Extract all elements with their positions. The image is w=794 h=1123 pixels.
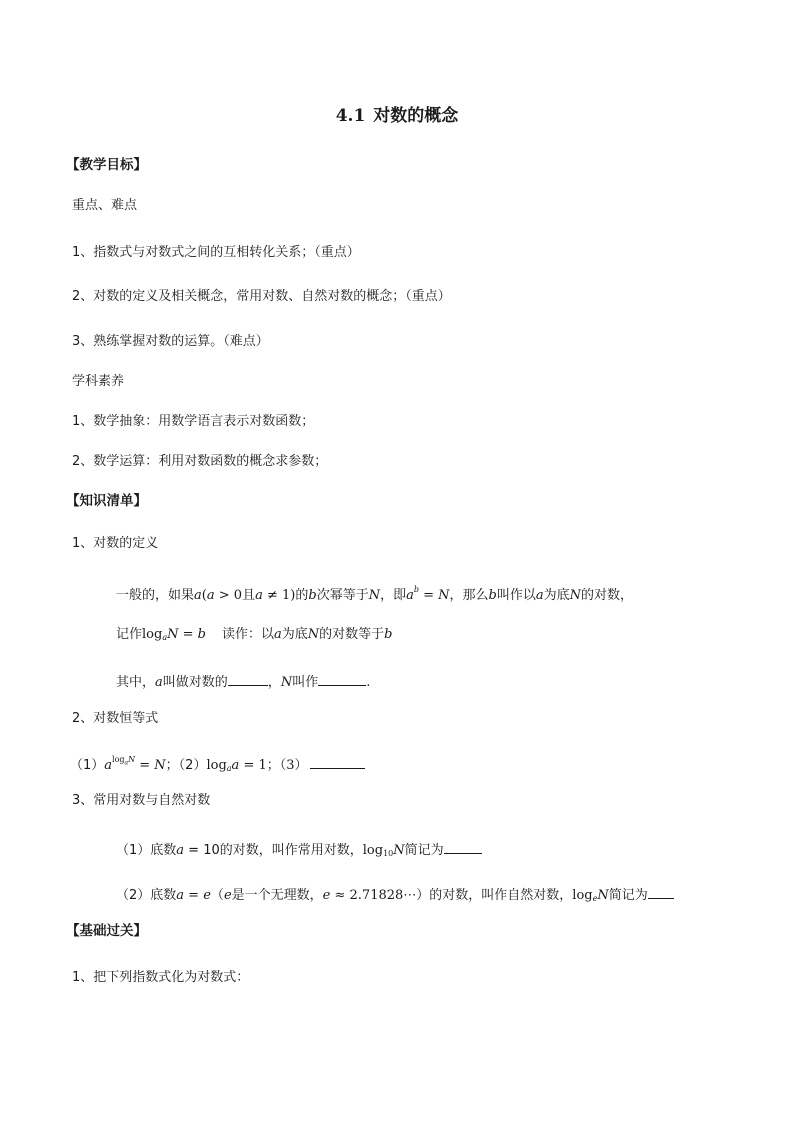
section-heading-knowledge: 【知识清单】 — [66, 493, 147, 509]
definition-fill-blank — [116, 672, 370, 692]
title-number: 4.1 — [335, 106, 366, 126]
math-var: b — [488, 588, 497, 603]
math-var: a — [176, 843, 185, 858]
def-text: 为底 — [543, 588, 570, 603]
math-var: b — [308, 588, 317, 603]
fill-text: . — [366, 675, 371, 690]
def-text: 一般的，如果 — [116, 588, 195, 603]
math-var: N — [128, 755, 136, 764]
logarithm-identities — [70, 751, 365, 778]
math-var: N — [154, 758, 166, 773]
answer-blank[interactable] — [648, 885, 674, 899]
section-heading-objectives: 【教学目标】 — [66, 157, 147, 173]
math-var: e — [203, 888, 211, 903]
math-var: e — [223, 888, 232, 903]
literacy-item-1: 1、数学抽象：用数学语言表示对数函数； — [72, 414, 315, 429]
math-var: e — [322, 888, 331, 903]
section-heading-basics: 【基础过关】 — [66, 923, 147, 939]
math-sym: = 1；（3） — [239, 758, 308, 773]
math-var: a — [194, 588, 202, 603]
math-sym: = — [135, 758, 155, 773]
title-text: 对数的概念 — [373, 106, 459, 126]
math-var: N — [597, 888, 609, 903]
page-title — [0, 105, 794, 127]
log-operator: log — [362, 843, 384, 858]
fill-text: ， — [267, 675, 281, 690]
math-sym: > 0 — [214, 588, 243, 603]
basics-item-1: 1、把下列指数式化为对数式： — [72, 970, 250, 985]
def-text: ，那么 — [449, 588, 489, 603]
natural-log-text: （2）底数 — [116, 888, 177, 903]
math-var: N — [280, 675, 293, 690]
math-var: a — [535, 588, 544, 603]
natural-logarithm — [116, 885, 674, 908]
math-var: a — [206, 588, 215, 603]
answer-blank[interactable] — [310, 755, 365, 769]
answer-blank[interactable] — [318, 672, 366, 686]
knowledge-item-3-heading: 3、常用对数与自然对数 — [72, 793, 211, 808]
log-base: e — [592, 894, 598, 903]
math-var: b — [384, 627, 393, 642]
key-item-2: 2、对数的定义及相关概念，常用对数、自然对数的概念；（重点） — [72, 289, 451, 304]
answer-blank[interactable] — [444, 840, 482, 854]
math-var: a — [155, 675, 163, 690]
key-item-1: 1、指数式与对数式之间的互相转化关系；（重点） — [72, 245, 360, 260]
logarithm-notation — [116, 626, 393, 647]
log-operator: log — [572, 888, 593, 903]
math-var: N — [307, 627, 320, 642]
notation-text: 的对数等于 — [319, 627, 385, 642]
common-logarithm — [116, 840, 482, 863]
notation-text: 为底 — [281, 627, 308, 642]
identity-text: ；（2） — [165, 758, 207, 773]
knowledge-item-1-heading: 1、对数的定义 — [72, 536, 159, 551]
math-var: a — [406, 588, 414, 603]
math-var: N — [569, 588, 582, 603]
log-base: a — [162, 633, 168, 642]
identity-text: （1） — [70, 758, 105, 773]
math-var: a — [231, 758, 240, 773]
log-base: a — [226, 764, 232, 773]
log-base: 10 — [383, 849, 394, 858]
natural-log-text: 是一个无理数， — [231, 888, 323, 903]
math-sym: ( — [201, 588, 207, 603]
answer-blank[interactable] — [228, 672, 268, 686]
common-log-text: = 10的对数，叫作常用对数， — [184, 843, 363, 858]
math-var: a — [255, 588, 263, 603]
math-var: N — [393, 843, 405, 858]
def-text: ，即 — [380, 588, 407, 603]
fill-text: 叫做对数的 — [162, 675, 228, 690]
log-base: a — [124, 759, 129, 767]
log-operator: log — [142, 627, 163, 642]
math-var: a — [274, 627, 282, 642]
math-exponent — [112, 755, 136, 767]
logarithm-definition — [116, 581, 633, 605]
math-var: N — [368, 588, 381, 603]
knowledge-item-2-heading: 2、对数恒等式 — [72, 711, 159, 726]
math-sym: ≠ 1)的 — [262, 588, 309, 603]
def-text: 的对数， — [581, 588, 634, 603]
natural-log-text: （ — [210, 888, 224, 903]
fill-text: 其中， — [116, 675, 156, 690]
math-sym: = — [178, 627, 198, 642]
literacy-item-2: 2、数学运算：利用对数函数的概念求参数； — [72, 454, 328, 469]
fill-text: 叫作 — [292, 675, 319, 690]
common-log-text: 简记为 — [404, 843, 444, 858]
math-sym: = — [184, 888, 204, 903]
notation-text: 记作 — [116, 627, 143, 642]
math-sym: = — [418, 588, 439, 603]
literacy-heading: 学科素养 — [72, 374, 125, 389]
math-var: N — [167, 627, 179, 642]
notation-text: 读作：以 — [221, 627, 274, 642]
def-text: 且 — [242, 588, 256, 603]
log-operator: log — [206, 758, 227, 773]
key-points-heading: 重点、难点 — [72, 198, 138, 213]
natural-log-text: 简记为 — [608, 888, 648, 903]
def-text: 叫作以 — [496, 588, 536, 603]
math-var: a — [176, 888, 185, 903]
math-sym: ≈ 2.71828⋯）的对数，叫作自然对数， — [330, 888, 573, 903]
common-log-text: （1）底数 — [116, 843, 177, 858]
math-exponent: b — [413, 585, 419, 594]
math-var: a — [104, 758, 113, 773]
key-item-3: 3、熟练掌握对数的运算。（难点） — [72, 334, 269, 349]
math-var: b — [197, 627, 206, 642]
math-var: N — [438, 588, 450, 603]
log-operator: log — [112, 755, 125, 764]
def-text: 次幂等于 — [316, 588, 369, 603]
